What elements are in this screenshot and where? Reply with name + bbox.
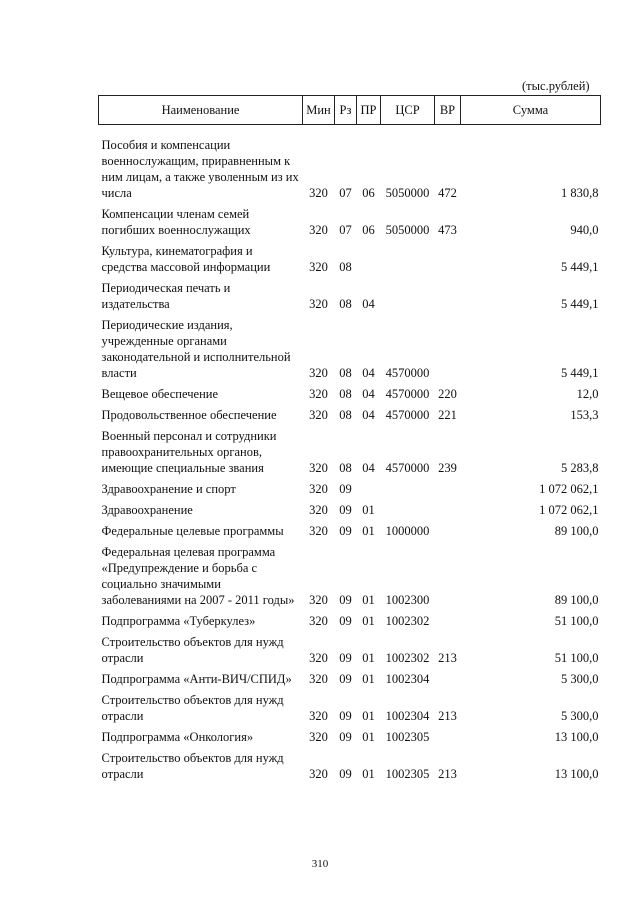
- cell-csr: 4570000: [385, 461, 430, 475]
- cell-name: Периодическая печать и издательства: [101, 281, 231, 311]
- cell-pr: 01: [362, 593, 375, 607]
- cell-vr: [435, 312, 461, 381]
- cell-min: 320: [309, 260, 328, 274]
- cell-pr: 01: [362, 730, 375, 744]
- cell-name: Культура, кинематография и средства массовой информации: [101, 244, 271, 274]
- cell-sum: 5 449,1: [561, 260, 599, 274]
- cell-min: 320: [309, 461, 328, 475]
- cell-pr: 04: [362, 387, 375, 401]
- cell-rz: 09: [339, 651, 352, 665]
- table-row: [99, 476, 601, 497]
- cell-name: Вещевое обеспечение: [101, 387, 218, 401]
- cell-vr: 221: [438, 408, 457, 422]
- table-row: [99, 666, 601, 687]
- cell-csr: 4570000: [385, 408, 430, 422]
- cell-vr: 239: [438, 461, 457, 475]
- cell-min: 320: [309, 387, 328, 401]
- cell-name: Здравоохранение и спорт: [101, 482, 236, 496]
- units-label: (тыс.рублей): [522, 79, 590, 93]
- cell-min: 320: [309, 223, 328, 237]
- table-row: [99, 745, 601, 782]
- cell-sum: 1 072 062,1: [539, 503, 599, 517]
- cell-sum: 51 100,0: [554, 614, 599, 628]
- cell-pr: 06: [362, 223, 375, 237]
- cell-csr: 1000000: [385, 524, 430, 538]
- cell-sum: 13 100,0: [554, 730, 599, 744]
- table-row: [99, 312, 601, 381]
- cell-sum: 12,0: [576, 387, 599, 401]
- cell-name: Подпрограмма «Туберкулез»: [101, 614, 256, 628]
- cell-vr: 472: [438, 186, 457, 200]
- cell-sum: 89 100,0: [554, 593, 599, 607]
- cell-csr: 4570000: [385, 366, 430, 380]
- table-row: [99, 201, 601, 238]
- cell-rz: 08: [339, 461, 352, 475]
- cell-csr: [381, 275, 435, 312]
- cell-csr: [381, 476, 435, 497]
- cell-name: Строительство объектов для нужд отрасли: [101, 693, 284, 723]
- cell-name: Федеральные целевые программы: [101, 524, 284, 538]
- cell-rz: 08: [339, 260, 352, 274]
- table-row: [99, 687, 601, 724]
- table-row: [99, 381, 601, 402]
- table-row: [99, 125, 601, 202]
- cell-rz: 09: [339, 482, 352, 496]
- cell-min: 320: [309, 709, 328, 723]
- cell-name: Продовольственное обеспечение: [101, 408, 277, 422]
- cell-name: Подпрограмма «Онкология»: [101, 730, 254, 744]
- cell-min: 320: [309, 672, 328, 686]
- cell-rz: 08: [339, 408, 352, 422]
- cell-vr: [435, 724, 461, 745]
- header-pr: ПР: [357, 96, 381, 125]
- header-rz: Рз: [335, 96, 357, 125]
- cell-min: 320: [309, 767, 328, 781]
- cell-rz: 09: [339, 593, 352, 607]
- cell-vr: 213: [438, 767, 457, 781]
- cell-pr: [357, 238, 381, 275]
- table-header-row: [99, 96, 601, 125]
- cell-name: Здравоохранение: [101, 503, 193, 517]
- cell-pr: 04: [362, 366, 375, 380]
- cell-pr: 01: [362, 651, 375, 665]
- cell-min: 320: [309, 366, 328, 380]
- cell-name: Строительство объектов для нужд отрасли: [101, 751, 284, 781]
- cell-min: 320: [309, 503, 328, 517]
- cell-csr: 1002305: [385, 767, 430, 781]
- cell-rz: 08: [339, 366, 352, 380]
- cell-rz: 09: [339, 709, 352, 723]
- cell-min: 320: [309, 593, 328, 607]
- cell-pr: [357, 476, 381, 497]
- cell-csr: 1002302: [385, 614, 430, 628]
- cell-pr: 01: [362, 767, 375, 781]
- cell-vr: 213: [438, 651, 457, 665]
- cell-csr: 4570000: [385, 387, 430, 401]
- cell-rz: 07: [339, 223, 352, 237]
- cell-sum: 153,3: [570, 408, 599, 422]
- cell-vr: [435, 476, 461, 497]
- cell-pr: 06: [362, 186, 375, 200]
- cell-min: 320: [309, 651, 328, 665]
- table-row: [99, 275, 601, 312]
- cell-sum: 5 283,8: [561, 461, 599, 475]
- cell-vr: 473: [438, 223, 457, 237]
- cell-pr: 01: [362, 709, 375, 723]
- cell-csr: 1002300: [385, 593, 430, 607]
- cell-pr: 01: [362, 503, 375, 517]
- cell-sum: 51 100,0: [554, 651, 599, 665]
- cell-rz: 08: [339, 297, 352, 311]
- cell-vr: [435, 238, 461, 275]
- header-min: Мин: [303, 96, 335, 125]
- cell-vr: [435, 539, 461, 608]
- cell-sum: 5 449,1: [561, 366, 599, 380]
- cell-csr: 1002305: [385, 730, 430, 744]
- cell-pr: 01: [362, 672, 375, 686]
- cell-name: Федеральная целевая программа «Предупреждение и борьба с социально значимыми заболеваниями на 2007 - 2011 годы»: [101, 545, 295, 607]
- cell-min: 320: [309, 614, 328, 628]
- cell-rz: 09: [339, 767, 352, 781]
- cell-rz: 09: [339, 614, 352, 628]
- cell-min: 320: [309, 408, 328, 422]
- cell-pr: 04: [362, 408, 375, 422]
- cell-name: Подпрограмма «Анти-ВИЧ/СПИД»: [101, 672, 292, 686]
- cell-vr: [435, 608, 461, 629]
- cell-min: 320: [309, 186, 328, 200]
- table-row: [99, 539, 601, 608]
- cell-vr: 220: [438, 387, 457, 401]
- cell-csr: 1002304: [385, 709, 430, 723]
- page-number: 310: [311, 858, 329, 870]
- cell-sum: 13 100,0: [554, 767, 599, 781]
- cell-sum: 5 300,0: [561, 709, 599, 723]
- header-vr: ВР: [435, 96, 461, 125]
- cell-csr: 5050000: [385, 223, 430, 237]
- cell-name: Компенсации членам семей погибших военнослужащих: [101, 207, 251, 237]
- cell-pr: 01: [362, 524, 375, 538]
- cell-sum: 89 100,0: [554, 524, 599, 538]
- header-name: Наименование: [99, 96, 303, 125]
- table-body: [99, 125, 601, 783]
- cell-csr: 5050000: [385, 186, 430, 200]
- cell-sum: 940,0: [570, 223, 599, 237]
- cell-csr: [381, 238, 435, 275]
- cell-min: 320: [309, 482, 328, 496]
- cell-sum: 1 830,8: [561, 186, 599, 200]
- cell-pr: 04: [362, 461, 375, 475]
- cell-min: 320: [309, 730, 328, 744]
- cell-min: 320: [309, 297, 328, 311]
- header-csr: ЦСР: [381, 96, 435, 125]
- table-row: [99, 724, 601, 745]
- cell-sum: 5 449,1: [561, 297, 599, 311]
- cell-sum: 1 072 062,1: [539, 482, 599, 496]
- cell-vr: [435, 666, 461, 687]
- budget-table: [98, 95, 601, 782]
- table-row: [99, 238, 601, 275]
- cell-rz: 07: [339, 186, 352, 200]
- table-row: [99, 423, 601, 476]
- cell-vr: [435, 497, 461, 518]
- cell-pr: 04: [362, 297, 375, 311]
- cell-vr: [435, 518, 461, 539]
- table-row: [99, 497, 601, 518]
- table-row: [99, 402, 601, 423]
- header-sum: Сумма: [461, 96, 601, 125]
- cell-vr: 213: [438, 709, 457, 723]
- cell-csr: [381, 497, 435, 518]
- table-row: [99, 608, 601, 629]
- cell-vr: [435, 275, 461, 312]
- cell-name: Военный персонал и сотрудники правоохранительных органов, имеющие специальные звания: [101, 429, 277, 475]
- cell-name: Периодические издания, учрежденные органами законодательной и исполнительной власти: [101, 318, 291, 380]
- table-row: [99, 518, 601, 539]
- cell-name: Пособия и компенсации военнослужащим, приравненным к ним лицам, а также уволенным из их числа: [101, 138, 299, 200]
- cell-rz: 09: [339, 524, 352, 538]
- cell-csr: 1002304: [385, 672, 430, 686]
- table-row: [99, 629, 601, 666]
- cell-min: 320: [309, 524, 328, 538]
- cell-rz: 08: [339, 387, 352, 401]
- cell-rz: 09: [339, 503, 352, 517]
- cell-sum: 5 300,0: [561, 672, 599, 686]
- cell-rz: 09: [339, 730, 352, 744]
- cell-name: Строительство объектов для нужд отрасли: [101, 635, 284, 665]
- cell-rz: 09: [339, 672, 352, 686]
- cell-csr: 1002302: [385, 651, 430, 665]
- cell-pr: 01: [362, 614, 375, 628]
